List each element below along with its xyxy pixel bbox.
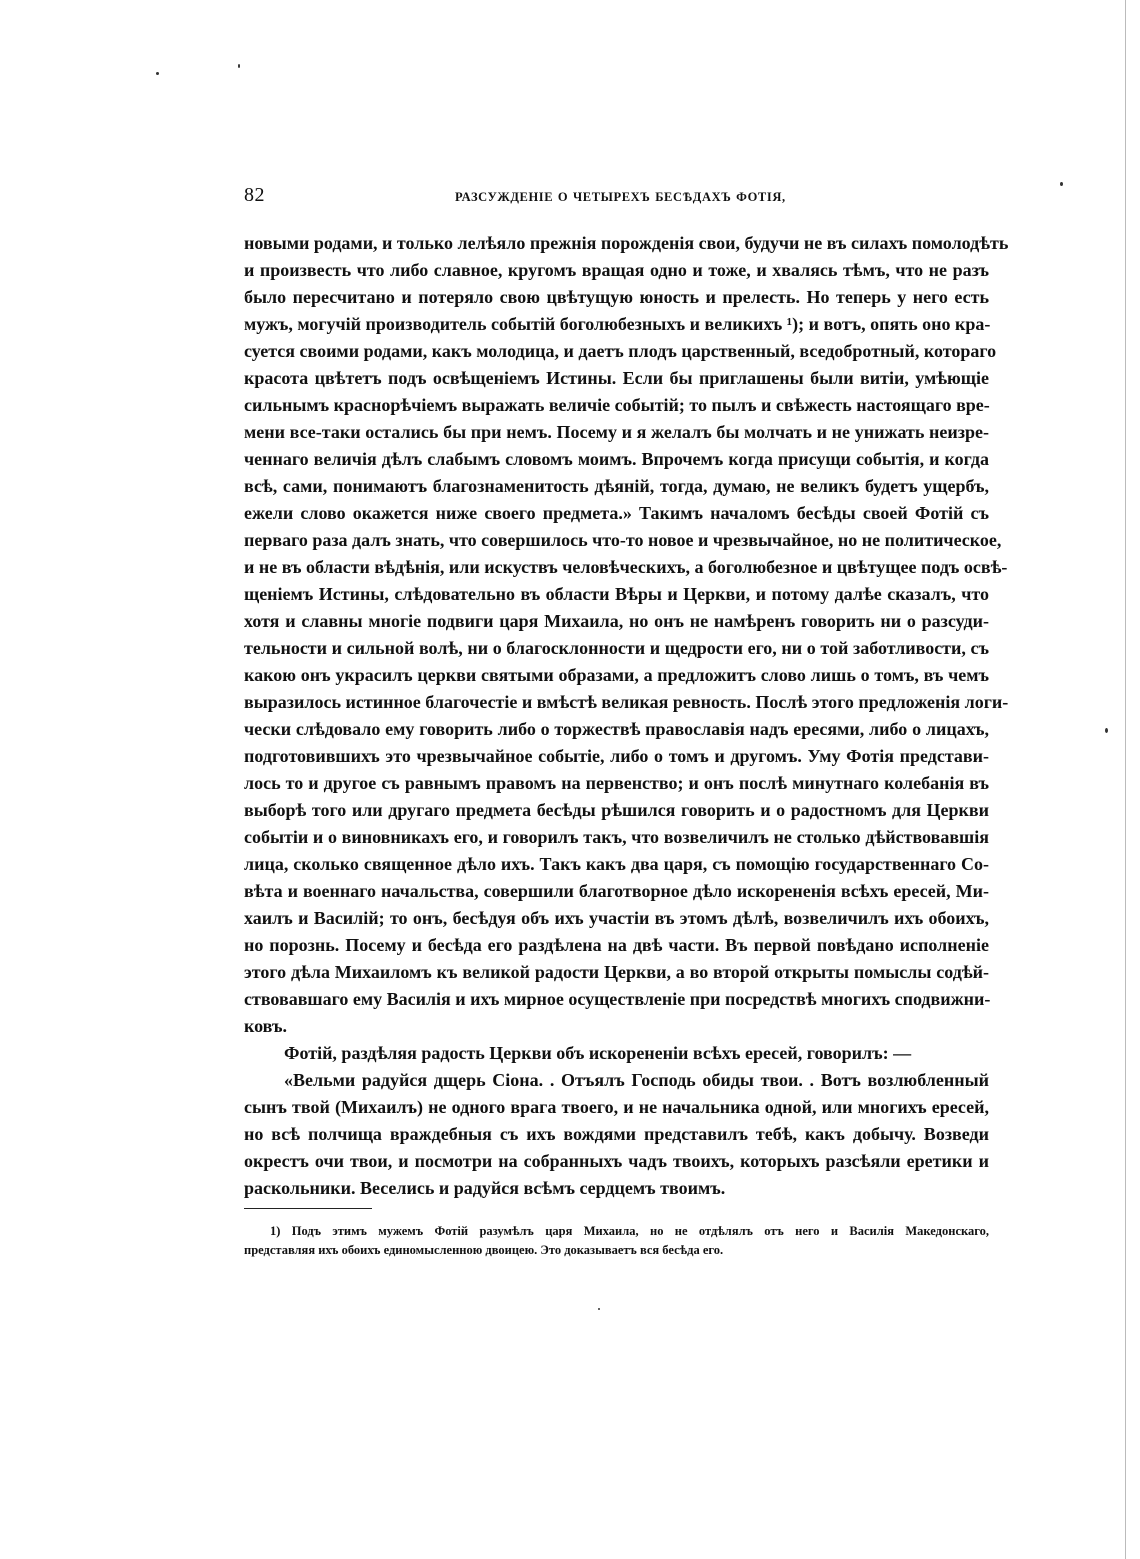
text-line: раскольники. Веселись и радуйся всѣмъ сердцемъ твоимъ. [244,1178,726,1198]
page-number: 82 [244,184,265,206]
footnote-rule [244,1208,372,1209]
scan-speck [238,64,240,68]
text-line: тельности и сильной волѣ, ни о благосклонности и щедрости его, ни о той заботливости, съ [244,638,989,658]
footnote-line: представляя ихъ обоихъ единомысленною двоицею. Это доказываетъ вся бесѣда его. [244,1243,724,1257]
text-line: выразилось истинное благочестіе и вмѣстѣ великая ревность. Послѣ этого предложенія логи- [244,692,1009,712]
text-line: Фотій, раздѣляя радость Церкви объ искорененіи всѣхъ ересей, говорилъ: — [284,1043,912,1063]
text-line: лица, сколько священное дѣло ихъ. Такъ какъ два царя, съ помощію государственнаго Со- [244,854,989,874]
text-line: всѣ, сами, понимаютъ благознаменитость дѣяній, тогда, думаю, не великъ будетъ ущербъ, [244,476,989,496]
text-line: красота цвѣтетъ подъ освѣщеніемъ Истины. Если бы приглашены были витіи, умѣющіе [244,368,989,388]
text-line: этого дѣла Михаиломъ къ великой радости Церкви, а во второй открыты помыслы содѣй- [244,962,989,982]
text-line: «Вельми радуйся дщерь Сіона. . Отъялъ Господь обиды твои. . Вотъ возлюбленный [284,1070,989,1090]
scan-speck [1060,182,1063,186]
text-line: чески слѣдовало ему говорить либо о торжествѣ православія надъ ересями, либо о лицахъ, [244,719,989,739]
text-line: и не въ области вѣдѣнія, или искуствъ человѣческихъ, а боголюбезное и цвѣтущее подъ освѣ- [244,557,1008,577]
footnote-line: 1) Подъ этимъ мужемъ Фотій разумѣлъ царя Михаила, но не отдѣлялъ отъ него и Василія Македонскаго, [270,1224,989,1238]
text-line: перваго раза далъ знать, что совершилось что-то новое и чрезвычайное, но не политическое, [244,530,1002,550]
text-line: мени все-таки остались бы при немъ. Посему и я желалъ бы молчать и не унижать неизре- [244,422,989,442]
text-line: но порознь. Посему и бесѣда его раздѣлена на двѣ части. Въ первой повѣдано исполненіе [244,935,989,955]
text-line: вѣта и военнаго начальства, совершили благотворное дѣло искорененія всѣхъ ересей, Ми- [244,881,989,901]
text-line: ченнаго величія дѣлъ слабымъ словомъ моимъ. Впрочемъ когда присущи событія, и когда [244,449,989,469]
text-line: лось то и другое съ равнымъ правомъ на первенство; и онъ послѣ минутнаго колебанія въ [244,773,989,793]
scan-edge [1125,0,1140,1559]
text-line: окрестъ очи твои, и посмотри на собранныхъ чадъ твоихъ, которыхъ разсѣяли еретики и [244,1151,989,1171]
running-title: РАЗСУЖДЕНІЕ О ЧЕТЫРЕХЪ БЕСѢДАХЪ ФОТІЯ, [455,190,786,204]
scan-speck [156,72,159,75]
text-line: сынъ твой (Михаилъ) не одного врага твоего, и не начальника одной, или многихъ ересей, [244,1097,989,1117]
scan-speck [598,1308,600,1310]
text-line: выборѣ того или другаго предмета бесѣды рѣшился говорить и о радостномъ для Церкви [244,800,989,820]
text-line: сильнымъ краснорѣчіемъ выражать величіе событій; то пылъ и свѣжесть настоящаго вре- [244,395,990,415]
text-line: событіи и о виновникахъ его, и говорилъ такъ, что возвеличилъ не столько дѣйствовавшія [244,827,989,847]
scan-speck [1105,728,1108,733]
text-line: было пересчитано и потеряло свою цвѣтущую юность и прелесть. Но теперь у него есть [244,287,989,307]
text-line: и произвесть что либо славное, кругомъ вращая одно и тоже, и хвалясь тѣмъ, что не разъ [244,260,989,280]
text-line: суется своими родами, какъ молодица, и даетъ плодъ царственный, вседобротный, котораго [244,341,997,361]
text-line: ежели слово окажется ниже своего предмета.» Такимъ началомъ бесѣды своей Фотій съ [244,503,989,523]
text-line: щеніемъ Истины, слѣдовательно въ области Вѣры и Церкви, и потому далѣе сказалъ, что [244,584,989,604]
text-line: хотя и славны многіе подвиги царя Михаила, но онъ не намѣренъ говорить ни о разсуди- [244,611,989,631]
text-line: новыми родами, и только лелѣяло прежнія порожденія свои, будучи не въ силахъ помолодѣть [244,233,1009,253]
text-line: ствовавшаго ему Василія и ихъ мирное осуществленіе при посредствѣ многихъ сподвижни- [244,989,991,1009]
text-line: подготовившихъ это чрезвычайное событіе, либо о томъ и другомъ. Уму Фотія представи- [244,746,989,766]
text-line: мужъ, могучій производитель событій боголюбезныхъ и великихъ ¹); и вотъ, опять оно кра- [244,314,991,334]
text-line: но всѣ полчища враждебныя съ ихъ вождями представилъ тебѣ, какъ добычу. Возведи [244,1124,989,1144]
text-line: хаилъ и Василій; то онъ, бесѣдуя объ ихъ участіи въ этомъ дѣлѣ, возвеличилъ ихъ обоихъ, [244,908,989,928]
text-line: какою онъ украсилъ церкви святыми образами, а предложитъ слово лишь о томъ, въ чемъ [244,665,989,685]
text-line: ковъ. [244,1016,287,1036]
